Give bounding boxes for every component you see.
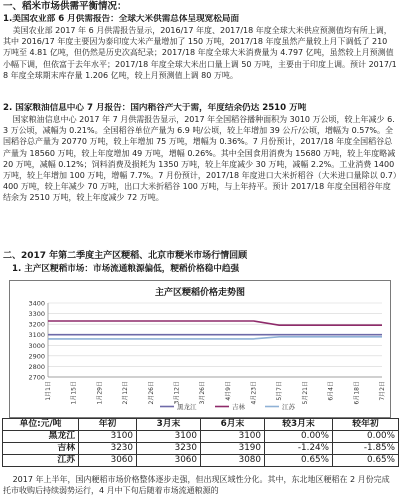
series-line-吉林 xyxy=(48,321,382,325)
table-row xyxy=(3,455,399,467)
legend-label: 吉林 xyxy=(232,403,245,411)
subheading-japonica-market: 1. 主产区粳稻市场：市场流通粮源偏低，粳稻价格稳中趋强 xyxy=(12,264,240,274)
table-header-row xyxy=(3,419,399,431)
x-tick-label: 7月2日 xyxy=(379,381,386,401)
y-tick-label: 3400 xyxy=(28,299,45,308)
table-cell: 0.00% xyxy=(333,431,399,443)
table-header: 单位:元/吨 xyxy=(3,419,79,431)
table-row xyxy=(3,431,399,443)
table-header: 较3月末 xyxy=(265,419,333,431)
table-cell-region: 江苏 xyxy=(3,455,79,467)
x-tick-label: 4月9日 xyxy=(224,381,232,401)
subheading-usda-report: 1.美国农业部 6 月供需报告：全球大米供需总体呈现宽松局面 xyxy=(3,14,240,24)
subheading-grain-info-center: 2. 国家粮油信息中心 7 月报告：国内稻谷产大于需，年度结余仍达 2510 万吨 xyxy=(3,103,307,113)
y-tick-label: 2700 xyxy=(28,373,45,382)
paragraph-grain-info-center: 国家粮油信息中心 2017 年 7 月供需报告显示，2017 年全国稻谷播种面积为 3010 万公顷，较上年减少 6.3 万公顷，减幅为 0.21%。全国稻谷单位产量为 6.9 吨/公顷，较上年增加 39 公斤/公顷，增幅为 0.57%。全国稻谷总产量为 20770 万吨，较上年增加 75 万吨，增幅为 0.36%。7 月份预计，2017/18 年度全国稻谷总产量为 18560 万吨，较上年度增加 49 万吨，增幅 0.26%。其中全国食用消费为 15680 万吨，较上年度略减 20 万吨，减幅 0.12%；饲料消费及损耗为 1350 万吨，较上年度减少 30 万吨，减幅 2.2%。工业消费 1400 万吨，较上年增加 100 万吨，增幅 7.7%。7 月份预计，2017/18 年度进口大米折稻谷（大米进口量除以 0.7）400 万吨，较上年减少 70 万吨，出口大米折稻谷 100 万吨，与上年持平。预计 2017/18 年度全国稻谷年度结余为 2510 万吨，较上年度减少 72 万吨。 xyxy=(3,115,397,203)
y-tick-label: 3300 xyxy=(28,310,45,319)
x-tick-label: 3月12日 xyxy=(173,381,181,405)
table-header: 较年初 xyxy=(333,419,399,431)
x-tick-label: 6月4日 xyxy=(327,381,335,401)
table-cell: 3190 xyxy=(201,443,265,455)
y-tick-label: 2800 xyxy=(28,362,45,371)
x-tick-label: 6月18日 xyxy=(353,381,361,405)
table-cell: 3060 xyxy=(79,455,137,467)
paragraph-first-half-review: 2017 年上半年，国内粳稻市场价格整体逐步走强，但出现区域性分化。其中，东北地区粳稻在 2 月份完成托市收购后持续弱势运行，4 月中下旬后随着市场流通粮源的 xyxy=(3,475,390,496)
x-tick-label: 2月12日 xyxy=(122,381,130,405)
legend-label: 江苏 xyxy=(282,403,295,411)
paragraph-usda: 美国农业部 2017 年 6 月供需报告显示，2016/17 年度、2017/18 年度全球大米供应预测值均有所上调，其中 2016/17 年度主要因为泰印度大米产量增加了 150 万吨，2017/18 年度虽然产量较上月下调低了 210 万吨至 4.81 亿吨，但仍然是历史次高纪录；2017/18 年度全球大米消费量为 4.797 亿吨，虽然较上月预测值小幅下调，但依富于去年水平；2017/18 年度全球大米出口量上调 50 万吨，主要由于印度上调。预计 2017/18 年度全球期末库存量 1.206 亿吨，较上月预测值上调 80 万吨。 xyxy=(3,26,397,80)
table-cell: 3100 xyxy=(201,431,265,443)
table-cell: -1.24% xyxy=(265,443,333,455)
y-tick-label: 3000 xyxy=(28,341,45,350)
heading-supply-demand: 一、稻米市场供需平衡情况： xyxy=(3,1,127,12)
table-cell: 3230 xyxy=(137,443,201,455)
table-cell: 0.00% xyxy=(265,431,333,443)
table-cell: -1.85% xyxy=(333,443,399,455)
x-tick-label: 5月7日 xyxy=(276,381,284,401)
table-cell-region: 吉林 xyxy=(3,443,79,455)
x-tick-label: 4月23日 xyxy=(250,381,258,405)
table-cell: 3100 xyxy=(79,431,137,443)
x-tick-label: 3月26日 xyxy=(199,381,207,405)
y-tick-label: 3200 xyxy=(28,320,45,329)
table-cell: 3230 xyxy=(79,443,137,455)
table-header: 年初 xyxy=(79,419,137,431)
y-tick-label: 2900 xyxy=(28,352,45,361)
table-row xyxy=(3,443,399,455)
chart-title: 主产区粳稻价格走势图 xyxy=(154,288,246,298)
table-header: 6月末 xyxy=(201,419,265,431)
section-title-q2-review: 二、2017 年第二季度主产区粳稻、北京市粳米市场行情回顾 xyxy=(3,251,248,261)
table-cell: 0.65% xyxy=(333,455,399,467)
price-table xyxy=(2,418,399,467)
series-line-江苏 xyxy=(48,337,382,339)
table-cell: 0.65% xyxy=(265,455,333,467)
x-tick-label: 1月1日 xyxy=(45,381,52,401)
table-cell: 3080 xyxy=(201,455,265,467)
table-cell: 3100 xyxy=(137,431,201,443)
legend-label: 黑龙江 xyxy=(177,403,197,411)
x-tick-label: 1月29日 xyxy=(96,381,104,405)
x-tick-label: 1月15日 xyxy=(70,381,78,405)
table-cell: 3060 xyxy=(137,455,201,467)
chart-svg xyxy=(10,281,390,417)
price-trend-chart xyxy=(9,280,391,418)
table-cell-region: 黑龙江 xyxy=(3,431,79,443)
x-tick-label: 2月26日 xyxy=(147,381,155,405)
table-header: 3月末 xyxy=(137,419,201,431)
y-tick-label: 3100 xyxy=(28,331,45,340)
x-tick-label: 5月21日 xyxy=(301,381,309,405)
